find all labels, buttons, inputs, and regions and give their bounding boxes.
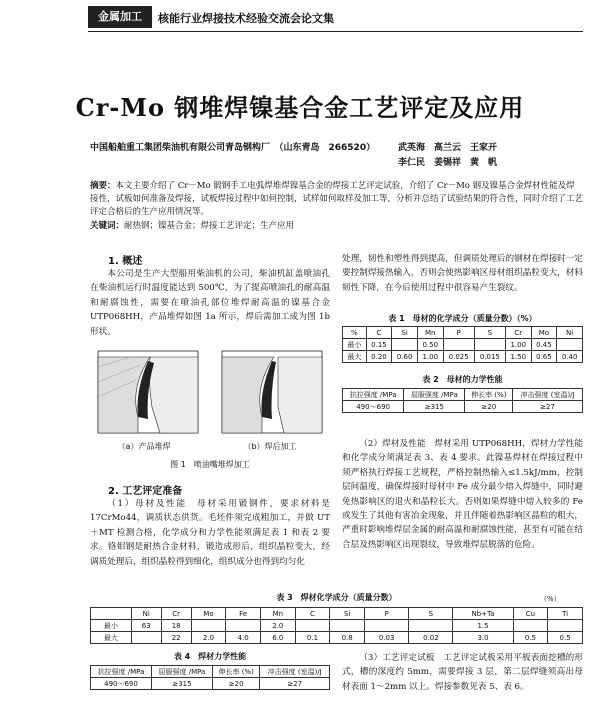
- table-cell: 抗拉强度 /MPa: [91, 666, 152, 678]
- table-1: [342, 326, 583, 363]
- table-cell: 1.5: [453, 620, 513, 632]
- table-cell: 22: [161, 632, 191, 644]
- section-2-title: 2. 工艺评定准备: [108, 486, 183, 497]
- table-cell: 0.03: [364, 632, 408, 644]
- figure-1-caption: 图 1 喷油嘴堆焊加工: [170, 460, 250, 469]
- table-cell: 0.45: [531, 339, 557, 351]
- authors-line-1: 武英海 高兰云 王家开: [398, 143, 498, 153]
- abstract-label: 摘要：: [90, 181, 116, 191]
- table-cell: 最大: [91, 632, 132, 644]
- table-cell: [474, 339, 505, 351]
- table-cell: [392, 339, 418, 351]
- table-cell: 490～690: [91, 678, 152, 690]
- series-title: 核能行业焊接技术经验交流会论文集: [158, 12, 334, 25]
- table-row: [91, 632, 583, 644]
- table-cell: 最小: [91, 620, 132, 632]
- figure-1-drawing: [90, 347, 330, 437]
- table-cell: 490～690: [343, 401, 404, 413]
- abstract-text: 本文主要介绍了 Cr－Mo 锻钢手工电弧焊堆焊镍基合金的焊接工艺评定试验，介绍了 Cr－Mo 钢及镍基合金焊材性能及焊接性，试板如何准备及焊接，试板焊接过程中如何控制，试样如何取样及加工等，分析并总结了试验结果的符合性，同时介绍了工艺评定合格后的生产应用情况等。: [90, 181, 584, 217]
- journal-logo: 金属加工: [88, 6, 152, 28]
- keywords-label: 关键词：: [90, 221, 125, 231]
- table-cell: ≥315: [404, 401, 465, 413]
- table-cell: 0.40: [557, 351, 583, 363]
- table-cell: Si: [330, 608, 365, 620]
- table-cell: 63: [131, 620, 161, 632]
- table-row: [91, 620, 583, 632]
- table-cell: ≥20: [465, 401, 513, 413]
- table-cell: 0.8: [330, 632, 365, 644]
- table-1-title: 表 1 母材的化学成分（质量分数）（%）: [388, 314, 537, 323]
- table-cell: [548, 620, 583, 632]
- table-cell: 0.65: [531, 351, 557, 363]
- table-3-header: [91, 608, 583, 620]
- table-cell: [443, 339, 474, 351]
- table-4: [90, 665, 330, 690]
- figure-1b: [222, 351, 322, 433]
- table-cell: Cr: [161, 608, 191, 620]
- table-2-title: 表 2 母材的力学性能: [422, 375, 503, 384]
- table-1-header: [343, 327, 583, 339]
- keywords: [90, 219, 583, 231]
- section-1-text: 本公司是生产大型船用柴油机的公司，柴油机缸盖喷油孔在柴油机运行时温度能达到 500℃，为了提高喷油孔的耐高温和耐腐蚀性，需要在喷油孔部位堆焊耐高温的镍基合金 UTP068HH，产品堆焊如图 1a 所示，焊后需加工成为图 1b 形状。: [90, 269, 330, 337]
- table-cell: [91, 608, 132, 620]
- table-cell: 3.0: [453, 632, 513, 644]
- table-cell: S: [409, 608, 453, 620]
- table-3: [90, 607, 583, 644]
- table-cell: ≥315: [151, 678, 212, 690]
- table-cell: 伸长率 (%): [212, 666, 259, 678]
- table-cell: S: [474, 327, 505, 339]
- table-row: [343, 339, 583, 351]
- table-2-header: [343, 389, 583, 401]
- table-cell: 1.00: [505, 339, 531, 351]
- table-cell: C: [295, 608, 330, 620]
- table-cell: Cr: [505, 327, 531, 339]
- table-cell: [131, 632, 161, 644]
- table-cell: 6.0: [260, 632, 295, 644]
- table-cell: Mo: [191, 608, 226, 620]
- figure-1a: [98, 351, 198, 433]
- authors-line-2: 李仁民 姜锡祥 黄 帆: [398, 158, 498, 168]
- table-cell: 2.0: [260, 620, 295, 632]
- table-2: [342, 388, 583, 413]
- abstract: [90, 180, 583, 219]
- table-cell: 冲击强度 (室温)/J: [260, 666, 330, 678]
- table-4-header: [91, 666, 330, 678]
- table-row: [91, 678, 330, 690]
- table-cell: ≥27: [260, 678, 330, 690]
- table-cell: [364, 620, 408, 632]
- table-cell: 18: [161, 620, 191, 632]
- table-cell: ≥20: [212, 678, 259, 690]
- table-cell: 2.0: [191, 632, 226, 644]
- table-cell: P: [364, 608, 408, 620]
- table-4-title: 表 4 焊材力学性能: [173, 652, 247, 661]
- table-cell: 最小: [343, 339, 367, 351]
- table-cell: [557, 339, 583, 351]
- table-cell: [330, 620, 365, 632]
- table-cell: %: [343, 327, 367, 339]
- figure-1a-label: （a）产品堆焊: [117, 442, 171, 451]
- table-cell: [191, 620, 226, 632]
- table-cell: 0.50: [417, 339, 443, 351]
- table-3-unit: （%）: [540, 595, 561, 603]
- table-cell: Mn: [417, 327, 443, 339]
- keywords-text: 耐热钢；镍基合金；焊接工艺评定；生产应用: [124, 221, 295, 231]
- section-2-text: （1）母材及性能 母材采用锻钢件，要求材料是 17CrMo44，调质状态供货。毛坯件须完成粗加工，并做 UT＋MT 检测合格，化学成分和力学性能须满足表 1 和表 2 要求。铬钼钢是耐热合金材料，锻造成形后，组织晶粒变大，经调质处理后，组织晶粒得到细化，组织成分也得到均匀化: [90, 499, 330, 567]
- figure-1b-label: （b）焊后加工: [243, 442, 297, 451]
- table-cell: 4.0: [226, 632, 261, 644]
- table-cell: [295, 620, 330, 632]
- table-cell: 冲击强度 (室温)/J: [513, 389, 583, 401]
- header-rule: [88, 31, 583, 32]
- table-cell: Nb+Ta: [453, 608, 513, 620]
- paper-title: Cr-Mo 钢堆焊镍基合金工艺评定及应用: [75, 93, 525, 122]
- table-cell: Ni: [131, 608, 161, 620]
- table-row: [343, 351, 583, 363]
- table-cell: 0.5: [548, 632, 583, 644]
- table-cell: 0.60: [392, 351, 418, 363]
- table-cell: 屈服强度 /MPa: [404, 389, 465, 401]
- table-cell: 屈服强度 /MPa: [151, 666, 212, 678]
- table-cell: Ti: [548, 608, 583, 620]
- table-cell: Cu: [513, 608, 548, 620]
- table-cell: Mo: [531, 327, 557, 339]
- table-cell: ≥27: [513, 401, 583, 413]
- table-3-title: 表 3 焊材化学成分（质量分数）: [276, 593, 397, 602]
- table-cell: 1.00: [417, 351, 443, 363]
- section-1-title: 1. 概述: [108, 256, 143, 267]
- table-cell: Fe: [226, 608, 261, 620]
- table-cell: 抗拉强度 /MPa: [343, 389, 404, 401]
- table-cell: 0.025: [443, 351, 474, 363]
- table-cell: Si: [392, 327, 418, 339]
- table-cell: [513, 620, 548, 632]
- table-cell: 0.015: [474, 351, 505, 363]
- table-cell: 0.1: [295, 632, 330, 644]
- table-cell: 0.20: [366, 351, 392, 363]
- table-cell: 0.5: [513, 632, 548, 644]
- table-cell: Ni: [557, 327, 583, 339]
- table-cell: C: [366, 327, 392, 339]
- table-cell: [226, 620, 261, 632]
- table-row: [343, 401, 583, 413]
- figure-1: [90, 347, 330, 437]
- table-cell: 0.02: [409, 632, 453, 644]
- table-cell: 1.50: [505, 351, 531, 363]
- affiliation: 中国船舶重工集团柴油机有限公司青岛钢构厂 （山东青岛 266520）: [90, 143, 376, 153]
- section-3-text: （3）工艺评定试板 工艺评定试板采用平板表面挖槽的形式，槽的深度约 5mm，需要焊接 3 层，第二层焊缝须高出母材表面 1～2mm 以上。焊接参数见表 5、表 6。: [342, 653, 583, 692]
- right-column-mid-text: （2）焊材及性能 焊材采用 UTP068HH，焊材力学性能和化学成分须满足表 3、表 4 要求。此镍基焊材在焊接过程中须严格执行焊接工艺规程，严格控制热输入≤1.5kJ/mm，控制层间温度，确保焊接时母材中 Fe 成分最少熔入焊缝中，同时避免热影响区的退火和晶粒长大。否则如果焊缝中熔入较多的 Fe 或发生了其他有害冶金现象，并且伴随着热影响区晶粒的粗大，严重时影响堆焊层金属的耐高温和耐腐蚀性能，甚至有可能在结合层及热影响区出现裂纹，导致堆焊层脱落的危险。: [342, 439, 583, 550]
- table-cell: 0.15: [366, 339, 392, 351]
- table-cell: Mn: [260, 608, 295, 620]
- right-column-top-text: 处理，韧性和塑性得到提高，但调质处理后的钢材在焊接时一定要控制焊接热输入，否则会使热影响区母材组织晶粒变大，材料韧性下降，在今后使用过程中很容易产生裂纹。: [342, 254, 583, 293]
- table-cell: 伸长率 (%): [465, 389, 513, 401]
- table-cell: P: [443, 327, 474, 339]
- table-cell: [409, 620, 453, 632]
- table-cell: 最大: [343, 351, 367, 363]
